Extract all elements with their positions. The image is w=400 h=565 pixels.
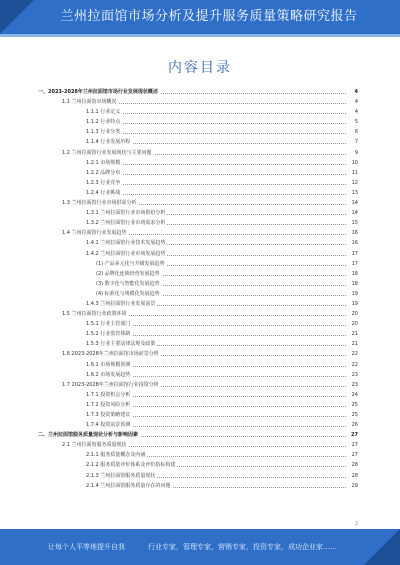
toc-entry-page: 21	[346, 329, 358, 339]
toc-entry[interactable]	[38, 188, 358, 198]
toc-entry-page: 22	[346, 349, 358, 359]
toc-entry-page: 17	[346, 249, 358, 259]
toc-entry[interactable]	[38, 137, 358, 147]
toc-heading: 内容目录	[168, 60, 232, 76]
toc-entry-title: 1.5.3 行业主要法律法规及政策	[86, 341, 156, 348]
toc-entry-title: 2.1 兰州拉面馆服务质量现状	[62, 442, 127, 449]
toc-entry-page: 18	[346, 269, 358, 279]
toc-entry[interactable]	[38, 400, 358, 410]
toc-entry-title: 1.2.3 行业竞争	[86, 179, 121, 186]
toc-entry-page: 23	[346, 380, 358, 390]
toc-entry[interactable]	[38, 87, 358, 97]
toc-entry-page: 5	[346, 117, 358, 127]
toc-entry-page: 17	[346, 259, 358, 269]
toc-entry[interactable]	[38, 481, 358, 491]
toc-entry-page: 9	[346, 148, 358, 158]
toc-entry[interactable]	[38, 228, 358, 238]
toc-entry-page: 27	[346, 440, 358, 450]
toc-entry-page: 27	[346, 450, 358, 460]
toc-entry-page: 23	[346, 370, 358, 380]
toc-leader-dots	[86, 174, 346, 175]
toc-entry[interactable]	[38, 178, 358, 188]
toc-leader-dots	[86, 133, 346, 134]
toc-entry[interactable]	[38, 329, 358, 339]
toc-entry[interactable]	[38, 420, 358, 430]
toc-entry[interactable]	[38, 430, 358, 440]
toc-entry[interactable]	[38, 450, 358, 460]
toc-entry-title: 1.5 兰州拉面馆行业政策环境	[62, 311, 127, 318]
toc-entry-page: 19	[346, 299, 358, 309]
toc-entry[interactable]	[38, 410, 358, 420]
toc-entry-page: 26	[346, 420, 358, 430]
toc-entry[interactable]	[38, 339, 358, 349]
toc-entry-title: (2) 品牌化连锁经营发展趋势	[96, 270, 160, 277]
toc-entry-title: 1.7.2 投资风险分析	[86, 401, 131, 408]
toc-entry-title: 1.2.4 行业挑战	[86, 189, 121, 196]
toc-entry-page: 25	[346, 400, 358, 410]
toc-entry-title: (3) 数字化与智能化发展趋势	[96, 280, 160, 287]
footer-corner-decoration	[364, 529, 400, 565]
toc-entry[interactable]	[38, 309, 358, 319]
toc-entry-page: 29	[346, 481, 358, 491]
toc-entry-title: 1.1 兰州拉面馆市场概况	[62, 99, 117, 106]
toc-entry-title: 1.2.2 品牌分布	[86, 169, 121, 176]
toc-entry[interactable]	[38, 299, 358, 309]
toc-entry-title: 1.7.4 投资前景预测	[86, 422, 131, 429]
toc-entry-page: 7	[346, 137, 358, 147]
toc-entry-title: 1.4 兰州拉面馆行业发展趋势	[62, 230, 127, 237]
toc-entry-page: 20	[346, 309, 358, 319]
header-corner-decoration	[0, 0, 34, 34]
toc-entry-title: 1.7.3 投资策略建议	[86, 412, 131, 418]
toc-entry-title: (4) 标准化与规模化发展趋势	[96, 290, 160, 297]
toc-entry[interactable]	[38, 238, 358, 248]
toc-entry[interactable]	[38, 279, 358, 289]
page-number: 2	[354, 521, 358, 527]
toc-entry-title: 1.3 兰州拉面馆行业市场供需分析	[62, 200, 137, 207]
toc-entry-title: 一、2023-2028年兰州拉面馆市场行业发展现状概述	[38, 89, 158, 95]
toc-entry-page: 27	[346, 430, 358, 440]
toc-entry[interactable]	[38, 127, 358, 137]
toc-entry[interactable]	[38, 259, 358, 269]
toc-entry[interactable]	[38, 148, 358, 158]
toc-entry[interactable]	[38, 380, 358, 390]
toc-entry-title: 1.2.1 市场规模	[86, 159, 121, 166]
toc-entry[interactable]	[38, 97, 358, 107]
toc-entry[interactable]	[38, 117, 358, 127]
toc-entry-page: 15	[346, 218, 358, 228]
header-stripe	[0, 34, 400, 37]
toc-entry-title: 1.1.4 行业发展历程	[86, 139, 131, 146]
page-number-wrap	[0, 510, 400, 529]
toc-entry-page: 20	[346, 319, 358, 329]
report-title: 兰州拉面馆市场分析及提升服务质量策略研究报告	[60, 9, 358, 24]
toc-entry-title: 2.1.3 兰州拉面馆服务质量现状	[86, 472, 156, 479]
toc-leader-dots	[86, 123, 346, 124]
toc-entry[interactable]	[38, 349, 358, 359]
toc-entry[interactable]	[38, 440, 358, 450]
toc-entry-title: 1.1.3 行业分类	[86, 129, 121, 136]
toc-entry-page: 4	[346, 87, 358, 97]
toc-entry[interactable]	[38, 249, 358, 259]
toc-entry-page: 14	[346, 198, 358, 208]
toc-entry[interactable]	[38, 370, 358, 380]
toc-entry-title: 1.1.2 行业特点	[86, 119, 121, 126]
toc-entry-title: 1.7.1 投资机会分析	[86, 391, 131, 398]
toc-entry[interactable]	[38, 390, 358, 400]
toc-entry-title: 1.7 2023-2028年兰州拉面馆行业投资分析	[62, 381, 159, 388]
toc-entry-title: 2.1.1 服务质量概念及内涵	[86, 452, 146, 459]
toc-leader-dots	[86, 184, 346, 185]
toc-entry-page: 6	[346, 127, 358, 137]
toc-entry[interactable]	[38, 269, 358, 279]
toc-entry-title: (1) 产品多元化与升级发展趋势	[96, 260, 165, 267]
toc-entry[interactable]	[38, 208, 358, 218]
toc-entry[interactable]	[38, 158, 358, 168]
toc-entry[interactable]	[38, 168, 358, 178]
footer-experts: 行业专家，管理专家，营销专家，投资专家，成功企业家……	[148, 543, 337, 551]
toc-entry-title: 1.4.3 兰州拉面馆行业发展前景	[86, 300, 156, 307]
toc-entry[interactable]	[38, 360, 358, 370]
toc-entry[interactable]	[38, 107, 358, 117]
toc-entry[interactable]	[38, 460, 358, 470]
toc-entry-page: 25	[346, 410, 358, 420]
toc-entry-title: 2.1.4 兰州拉面馆服务质量存在的问题	[86, 482, 171, 489]
toc-entry[interactable]	[38, 289, 358, 299]
toc-leader-dots	[86, 113, 346, 114]
toc-entry-page: 18	[346, 279, 358, 289]
toc-entry[interactable]	[38, 319, 358, 329]
toc-entry-page: 16	[346, 228, 358, 238]
toc-entry-title: 2.1.2 服务质量评价体系及评价指标构建	[86, 462, 176, 469]
toc-entry-title: 1.4.1 兰州拉面馆行业技术发展趋势	[86, 240, 166, 247]
toc-entry-page: 10	[346, 158, 358, 168]
toc-entry-page: 28	[346, 471, 358, 481]
toc-entry-page: 19	[346, 289, 358, 299]
toc-entry-title: 1.4.2 兰州拉面馆行业市场发展趋势	[86, 250, 166, 257]
toc-leader-dots	[86, 164, 346, 165]
toc-entry-title: 1.6.1 市场规模预测	[86, 361, 131, 368]
toc-entry-title: 1.5.2 行业监管体制	[86, 331, 131, 338]
footer-slogan: 让每个人平等地提升自我	[48, 543, 125, 551]
toc-entry-title: 1.2 兰州拉面馆行业发展现状与主要问题	[62, 149, 152, 156]
toc-entry-title: 1.6.2 市场发展趋势	[86, 371, 131, 378]
toc-entry-page: 14	[346, 208, 358, 218]
toc-entry-page: 16	[346, 238, 358, 248]
toc-entry-title: 1.3.2 兰州拉面馆行业市场需求分析	[86, 220, 166, 227]
toc-entry[interactable]	[38, 218, 358, 228]
toc-entry-page: 21	[346, 339, 358, 349]
toc-entry-page: 13	[346, 188, 358, 198]
toc-entry-page: 24	[346, 390, 358, 400]
toc-entry-title: 二、兰州拉面馆服务质量现状分析与影响因素	[38, 432, 139, 439]
toc-entry[interactable]	[38, 471, 358, 481]
toc-entry-title: 1.5.1 行业主管部门	[86, 321, 131, 328]
toc-entry-title: 1.3.1 兰州拉面馆行业市场供给分析	[86, 210, 166, 217]
toc-entry-page: 4	[346, 107, 358, 117]
toc-entry-page: 22	[346, 360, 358, 370]
toc-entry-title: 1.1.1 行业定义	[86, 109, 121, 116]
toc-entry-page: 4	[346, 97, 358, 107]
toc-entry-title: 1.6 2023-2028年兰州拉面馆市场前景分析	[62, 351, 159, 358]
toc-entry[interactable]	[38, 198, 358, 208]
toc-entry-page: 28	[346, 460, 358, 470]
toc-leader-dots	[86, 194, 346, 195]
toc-entry-page: 11	[346, 168, 358, 178]
toc-entry-page: 12	[346, 178, 358, 188]
table-of-contents	[38, 87, 358, 491]
